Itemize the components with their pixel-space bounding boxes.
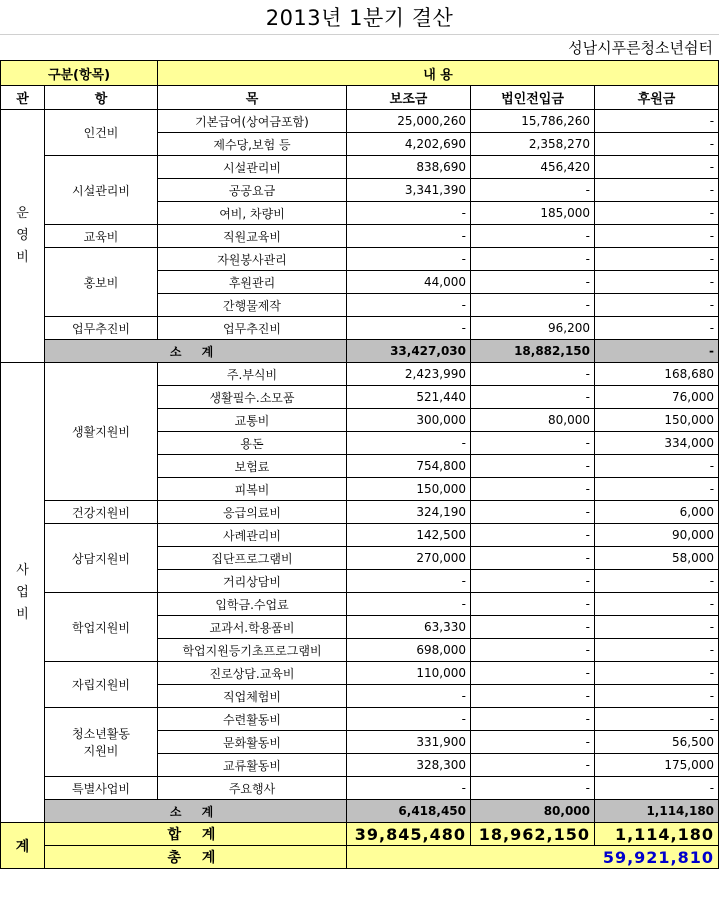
- corporate-cell: -: [471, 455, 595, 478]
- subsidy-cell: -: [347, 593, 471, 616]
- mok-cell: 문화활동비: [158, 731, 347, 754]
- mok-cell: 보험료: [158, 455, 347, 478]
- subsidy-cell: -: [347, 570, 471, 593]
- donation-cell: -: [595, 110, 719, 133]
- table-row: [1, 225, 719, 248]
- mok-cell: 응급의료비: [158, 501, 347, 524]
- subtotal-label: 소 계: [45, 800, 347, 823]
- corporate-cell: 96,200: [471, 317, 595, 340]
- corporate-cell: -: [471, 593, 595, 616]
- subsidy-cell: 150,000: [347, 478, 471, 501]
- mok-cell: 업무추진비: [158, 317, 347, 340]
- donation-cell: 150,000: [595, 409, 719, 432]
- table-row: [1, 708, 719, 731]
- mok-cell: 입학금.수업료: [158, 593, 347, 616]
- corporate-cell: -: [471, 501, 595, 524]
- hang-header: 항: [45, 86, 158, 110]
- subtotal-subsidy: 33,427,030: [347, 340, 471, 363]
- subsidy-cell: 521,440: [347, 386, 471, 409]
- mok-cell: 주.부식비: [158, 363, 347, 386]
- donation-cell: -: [595, 156, 719, 179]
- subsidy-cell: 2,423,990: [347, 363, 471, 386]
- donation-cell: -: [595, 708, 719, 731]
- group-label: 인건비: [45, 110, 158, 156]
- total-corporate: 18,962,150: [471, 823, 595, 846]
- subsidy-cell: -: [347, 225, 471, 248]
- corporate-transfer-header: 법인전입금: [471, 86, 595, 110]
- donation-cell: -: [595, 317, 719, 340]
- section-operating: [1, 110, 45, 363]
- content-header: 내 용: [158, 61, 719, 86]
- mok-header: 목: [158, 86, 347, 110]
- subsidy-cell: 63,330: [347, 616, 471, 639]
- donation-cell: -: [595, 133, 719, 156]
- corporate-cell: 456,420: [471, 156, 595, 179]
- header-row-2: [1, 86, 719, 110]
- donation-cell: -: [595, 225, 719, 248]
- grand-total-row: [1, 846, 719, 869]
- donation-cell: 175,000: [595, 754, 719, 777]
- group-label: 건강지원비: [45, 501, 158, 524]
- grand-total-label: 총 계: [45, 846, 347, 869]
- subtotal-label: 소 계: [45, 340, 347, 363]
- corporate-cell: -: [471, 639, 595, 662]
- subsidy-cell: 4,202,690: [347, 133, 471, 156]
- total-label: 합 계: [45, 823, 347, 846]
- subsidy-header: 보조금: [347, 86, 471, 110]
- mok-cell: 직원교육비: [158, 225, 347, 248]
- subtotal-donation: 1,114,180: [595, 800, 719, 823]
- corporate-cell: -: [471, 662, 595, 685]
- subsidy-cell: -: [347, 708, 471, 731]
- donation-cell: 76,000: [595, 386, 719, 409]
- corporate-cell: -: [471, 570, 595, 593]
- mok-cell: 진로상담.교육비: [158, 662, 347, 685]
- subsidy-cell: 324,190: [347, 501, 471, 524]
- corporate-cell: 2,358,270: [471, 133, 595, 156]
- corporate-cell: -: [471, 432, 595, 455]
- subsidy-cell: -: [347, 777, 471, 800]
- donation-cell: -: [595, 179, 719, 202]
- donation-cell: -: [595, 294, 719, 317]
- subsidy-cell: 3,341,390: [347, 179, 471, 202]
- donation-cell: -: [595, 616, 719, 639]
- group-label: 교육비: [45, 225, 158, 248]
- mok-cell: 주요행사: [158, 777, 347, 800]
- section-business: [1, 363, 45, 823]
- mok-cell: 간행물제작: [158, 294, 347, 317]
- mok-cell: 피복비: [158, 478, 347, 501]
- table-row: [1, 593, 719, 616]
- section-label: 운 영 비: [16, 206, 29, 265]
- mok-cell: 자원봉사관리: [158, 248, 347, 271]
- subsidy-cell: -: [347, 432, 471, 455]
- mok-cell: 제수당,보험 등: [158, 133, 347, 156]
- organization-name: 성남시푸른청소년쉼터: [568, 38, 713, 57]
- subsidy-cell: 25,000,260: [347, 110, 471, 133]
- mok-cell: 공공요금: [158, 179, 347, 202]
- table-row: [1, 317, 719, 340]
- subtotal-corporate: 80,000: [471, 800, 595, 823]
- donation-cell: 334,000: [595, 432, 719, 455]
- subsidy-cell: 838,690: [347, 156, 471, 179]
- corporate-cell: -: [471, 731, 595, 754]
- mok-cell: 수련활동비: [158, 708, 347, 731]
- total-kwan-label: 계: [1, 823, 45, 869]
- subsidy-cell: 754,800: [347, 455, 471, 478]
- subsidy-cell: -: [347, 317, 471, 340]
- total-row: [1, 823, 719, 846]
- mok-cell: 생활필수.소모품: [158, 386, 347, 409]
- subtotal-corporate: 18,882,150: [471, 340, 595, 363]
- corporate-cell: -: [471, 754, 595, 777]
- table-row: [1, 501, 719, 524]
- donation-cell: -: [595, 271, 719, 294]
- mok-cell: 기본급여(상여금포함): [158, 110, 347, 133]
- corporate-cell: -: [471, 248, 595, 271]
- mok-cell: 후원관리: [158, 271, 347, 294]
- donation-cell: -: [595, 662, 719, 685]
- subsidy-cell: 698,000: [347, 639, 471, 662]
- table-row: [1, 524, 719, 547]
- donation-cell: 6,000: [595, 501, 719, 524]
- mok-cell: 학업지원등기초프로그램비: [158, 639, 347, 662]
- donation-cell: -: [595, 639, 719, 662]
- table-row: [1, 777, 719, 800]
- settlement-table: [0, 60, 719, 869]
- mok-cell: 여비, 차량비: [158, 202, 347, 225]
- subsidy-cell: 331,900: [347, 731, 471, 754]
- subsidy-cell: -: [347, 248, 471, 271]
- subsidy-cell: 44,000: [347, 271, 471, 294]
- mok-cell: 집단프로그램비: [158, 547, 347, 570]
- donation-cell: 56,500: [595, 731, 719, 754]
- subsidy-cell: 328,300: [347, 754, 471, 777]
- donation-cell: -: [595, 202, 719, 225]
- subtotal-row: [1, 800, 719, 823]
- subtotal-row: [1, 340, 719, 363]
- donation-header: 후원금: [595, 86, 719, 110]
- subsidy-cell: -: [347, 685, 471, 708]
- subsidy-cell: 270,000: [347, 547, 471, 570]
- total-subsidy: 39,845,480: [347, 823, 471, 846]
- category-header: 구분(항목): [1, 61, 158, 86]
- donation-cell: -: [595, 570, 719, 593]
- donation-cell: -: [595, 455, 719, 478]
- corporate-cell: -: [471, 294, 595, 317]
- corporate-cell: -: [471, 777, 595, 800]
- table-row: [1, 156, 719, 179]
- mok-cell: 용돈: [158, 432, 347, 455]
- group-label: 생활지원비: [45, 363, 158, 501]
- mok-cell: 시설관리비: [158, 156, 347, 179]
- group-label: 업무추진비: [45, 317, 158, 340]
- group-label: 특별사업비: [45, 777, 158, 800]
- mok-cell: 직업체험비: [158, 685, 347, 708]
- corporate-cell: -: [471, 225, 595, 248]
- corporate-cell: -: [471, 386, 595, 409]
- subtotal-subsidy: 6,418,450: [347, 800, 471, 823]
- subsidy-cell: -: [347, 294, 471, 317]
- corporate-cell: -: [471, 478, 595, 501]
- corporate-cell: -: [471, 271, 595, 294]
- subsidy-cell: 110,000: [347, 662, 471, 685]
- donation-cell: 90,000: [595, 524, 719, 547]
- table-row: [1, 248, 719, 271]
- corporate-cell: 185,000: [471, 202, 595, 225]
- group-label: 학업지원비: [45, 593, 158, 662]
- donation-cell: -: [595, 685, 719, 708]
- mok-cell: 교통비: [158, 409, 347, 432]
- mok-cell: 교과서.학용품비: [158, 616, 347, 639]
- corporate-cell: 80,000: [471, 409, 595, 432]
- kwan-header: 관: [1, 86, 45, 110]
- mok-cell: 사례관리비: [158, 524, 347, 547]
- group-label: 자립지원비: [45, 662, 158, 708]
- grand-total-value: 59,921,810: [347, 846, 719, 869]
- group-label: 상담지원비: [45, 524, 158, 593]
- group-label: 시설관리비: [45, 156, 158, 225]
- total-donation: 1,114,180: [595, 823, 719, 846]
- subsidy-cell: -: [347, 202, 471, 225]
- table-row: [1, 110, 719, 133]
- corporate-cell: -: [471, 524, 595, 547]
- corporate-cell: -: [471, 179, 595, 202]
- group-label-text: 청소년활동 지원비: [72, 727, 130, 758]
- donation-cell: 58,000: [595, 547, 719, 570]
- section-label: 사 업 비: [16, 562, 29, 622]
- donation-cell: -: [595, 248, 719, 271]
- corporate-cell: -: [471, 547, 595, 570]
- corporate-cell: -: [471, 708, 595, 731]
- donation-cell: -: [595, 593, 719, 616]
- corporate-cell: 15,786,260: [471, 110, 595, 133]
- subsidy-cell: 300,000: [347, 409, 471, 432]
- donation-cell: 168,680: [595, 363, 719, 386]
- table-row: [1, 363, 719, 386]
- donation-cell: -: [595, 478, 719, 501]
- subsidy-cell: 142,500: [347, 524, 471, 547]
- group-label: 홍보비: [45, 248, 158, 317]
- header-row-1: [1, 61, 719, 86]
- group-label: [45, 708, 158, 777]
- page-title: 2013년 1분기 결산: [265, 6, 454, 30]
- table-row: [1, 662, 719, 685]
- subtotal-donation: -: [595, 340, 719, 363]
- mok-cell: 교류활동비: [158, 754, 347, 777]
- mok-cell: 거리상담비: [158, 570, 347, 593]
- corporate-cell: -: [471, 363, 595, 386]
- donation-cell: -: [595, 777, 719, 800]
- corporate-cell: -: [471, 616, 595, 639]
- corporate-cell: -: [471, 685, 595, 708]
